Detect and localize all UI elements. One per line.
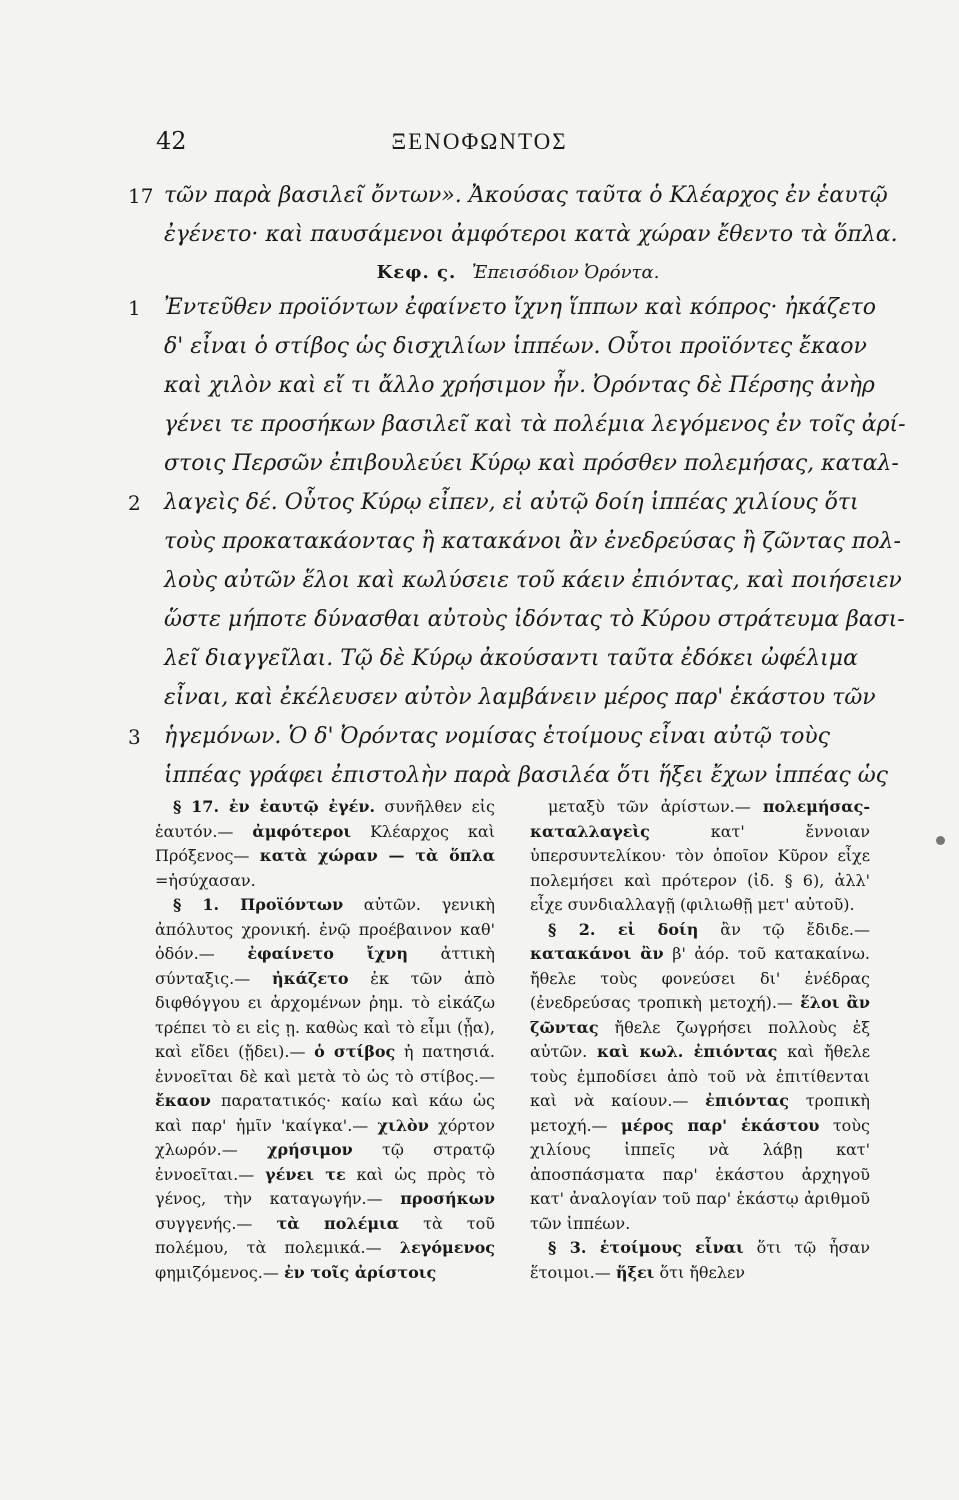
text-line [128,180,908,219]
note-paragraph [155,795,495,893]
text-line [128,370,908,409]
section-number: 3 [128,725,141,749]
note-lemma: ἐπιόντας [705,1091,789,1110]
text-line [128,682,908,721]
note-paragraph [530,1236,870,1285]
line-text: λαγεὶς δέ. Οὗτος Κύρῳ εἶπεν, εἰ αὐτῷ δοίη ἱππέας χιλίους ὅτι [164,490,859,515]
line-text: λοὺς αὐτῶν ἕλοι καὶ κωλύσειε τοῦ κάειν ἐπιόντας, καὶ ποιήσειεν [164,568,902,593]
note-text: τοὺς χιλίους ἱππεῖς νὰ λάβῃ κατ' ἀποσπάσματα παρ' ἑκάστου ἀρχηγοῦ κατ' ἀναλογίαν τοῦ παρ' ἑκάστῳ ἀριθμοῦ τῶν ἱππέων. [530,1115,871,1233]
note-text: =ἡσύχασαν. [155,870,256,890]
note-lemma: μέρος παρ' ἑκάστου [621,1115,820,1135]
note-lemma: § 3. ἑτοίμους εἶναι [548,1238,744,1257]
note-paragraph [530,918,870,1237]
note-lemma: ἕλοι [800,993,840,1012]
line-text: τῶν παρὰ βασιλεῖ ὄντων». Ἀκούσας ταῦτα ὁ Κλέαρχος ἐν ἑαυτῷ [164,183,888,208]
note-lemma: ὁ στίβος [314,1042,396,1061]
note-text: τὰ τοῦ πολέμου, τὰ πολεμικά.— [155,1213,495,1257]
note-lemma: κατακάνοι ἂν [530,944,664,963]
note-lemma: γένει τε [265,1164,346,1184]
note-text: τῷ στρατῷ ἐννοεῖται.— [155,1140,495,1184]
note-paragraph [530,795,870,918]
note-text: ἡ πατησιά. ἐννοεῖται δὲ καὶ μετὰ τὸ ὡς τὸ στίβος.— [155,1042,495,1086]
page-number: 42 [156,127,187,155]
line-text: ἐγένετο· καὶ παυσάμενοι ἀμφότεροι κατὰ χώραν ἔθεντο τὰ ὅπλα. [164,222,898,247]
note-lemma: κατὰ χώραν — τὰ ὅπλα [259,846,496,865]
section-number: 17 [128,184,154,208]
note-text: κατ' ἔννοιαν ὑπερσυντελίκου· τὸν ὁποῖον Κῦρον εἶχε πολεμήσει καὶ πρότερον (ἰδ. § 6), ἀλλ' εἶχε συνδιαλλαγῇ (φιλιωθῇ μετ' αὐτοῦ). [530,821,870,914]
binding-hole-mark [936,836,945,845]
line-text: λεῖ διαγγεῖλαι. Τῷ δὲ Κύρῳ ἀκούσαντι ταῦτα ἐδόκει ὠφέλιμα [164,646,858,671]
text-line [128,331,908,370]
line-text: στοις Περσῶν ἐπιβουλεύει Κύρῳ καὶ πρόσθεν πολεμήσας, καταλ- [164,451,899,476]
section-number: 2 [128,491,141,515]
line-text: ἱππέας γράφει ἐπιστολὴν παρὰ βασιλέα ὅτι ἥξει ἔχων ἱππέας ὡς [164,763,889,788]
chapter-title: Ἐπεισόδιον Ὀρόντα. [472,262,660,283]
page-header [0,127,959,157]
note-lemma: ἔκαον [155,1091,211,1110]
line-text: Ἐντεῦθεν προϊόντων ἐφαίνετο ἴχνη ἵππων καὶ κόπρος· ἠκάζετο [164,295,877,320]
note-lemma: καὶ κωλ. ἐπιόντας [597,1042,778,1061]
note-text: συγγενής.— [155,1213,277,1233]
text-line [128,292,908,331]
text-line [128,760,908,799]
text-line [128,604,908,643]
note-text: χόρτον χλωρόν.— [155,1115,496,1159]
note-lemma: § 17. ἐν ἑαυτῷ ἐγέν. [173,797,376,816]
chapter-label: Κεφ. ς. [376,262,457,283]
note-paragraph [155,893,495,1285]
note-text: ἤθελε ζωγρήσει πολλοὺς ἐξ αὐτῶν. [530,1017,870,1061]
line-text: τοὺς προκατακάοντας ἢ κατακάνοι ἂν ἐνεδρεύσας ἢ ζῶντας πολ- [164,529,901,554]
note-text: Κλέαρχος καὶ Πρόξενος— [155,821,496,865]
text-line [128,643,908,682]
note-text: τροπικὴ μετοχή.— [530,1091,870,1135]
note-lemma: ἐν τοῖς ἀρίστοις [283,1262,437,1282]
note-text: β' ἀόρ. τοῦ κατακαίνω. ἤθελε τοὺς φονεύσει δι' ἐνέδρας (ἐνεδρεύσας τροπικὴ μετοχή).— [530,944,871,1012]
text-line [128,219,908,258]
note-text: συνῆλθεν εἰς ἑαυτόν.— [155,797,495,841]
note-lemma: ἠκάζετο [271,968,349,988]
note-text: αὐτῶν. γενικὴ ἀπόλυτος χρονική. ἐνῷ προέβαινον καθ' ὁδόν.— [155,895,495,963]
note-lemma: § 2. εἰ δοίη [548,919,699,939]
note-text: παρατατικός· καίω καὶ κάω ὡς καὶ παρ' ἡμῖν 'καίγκα'.— [155,1091,495,1135]
note-lemma: χιλὸν [377,1115,429,1135]
notes-column-left [155,795,495,1285]
notes-column-right [530,795,870,1285]
chapter-heading [128,258,908,292]
line-text: εἶναι, καὶ ἐκέλευσεν αὐτὸν λαμβάνειν μέρος παρ' ἑκάστου τῶν [164,685,876,710]
note-lemma: τὰ πολέμια [276,1213,400,1233]
note-text: μεταξὺ τῶν ἀρίστων.— [548,797,763,816]
note-lemma: χρήσιμον [266,1140,353,1159]
text-line [128,487,908,526]
note-text: ὅτι τῷ ἦσαν ἕτοιμοι.— [530,1238,870,1282]
note-text [839,993,846,1012]
text-line [128,448,908,487]
note-text: ἐκ τῶν ἀπὸ διφθόγγου ει ἀρχομένων ῥημ. τὸ εἰκάζω τρέπει τὸ ει εἰς ῃ. καθὼς καὶ τὸ εἶμι (ᾖα), καὶ εἴδει (ᾔδει).— [155,968,495,1061]
text-line [128,721,908,760]
line-text: δ' εἶναι ὁ στίβος ὡς δισχιλίων ἱππέων. Οὗτοι προϊόντες ἔκαον [164,334,867,359]
line-text: ὥστε μήποτε δύνασθαι αὐτοὺς ἰδόντας τὸ Κύρου στράτευμα βασι- [164,607,905,632]
note-text: καὶ ὡς πρὸς τὸ γένος, τὴν καταγωγήν.— [155,1164,495,1208]
note-text: ὅτι ἤθελεν [654,1262,745,1282]
note-text: ἀττικὴ σύνταξις.— [155,944,496,988]
line-text: ἡγεμόνων. Ὁ δ' Ὀρόντας νομίσας ἑτοίμους εἶναι αὐτῷ τοὺς [164,724,831,749]
running-title: ΞΕΝΟΦΩΝΤΟΣ [391,129,568,154]
note-lemma: ἀμφότεροι [252,821,352,841]
line-text: γένει τε προσήκων βασιλεῖ καὶ τὰ πολέμια λεγόμενος ἐν τοῖς ἀρί- [164,412,906,437]
text-line [128,526,908,565]
note-lemma: ζῶντας [530,1017,599,1037]
text-line [128,565,908,604]
note-lemma: § 1. Προϊόντων [173,895,344,914]
note-lemma: πολεμήσας-καταλλαγεὶς [530,797,870,841]
note-lemma: προσήκων [400,1189,495,1208]
note-text: φημιζόμενος.— [155,1262,284,1282]
note-lemma: ἐφαίνετο ἴχνη [247,944,409,963]
line-text: καὶ χιλὸν καὶ εἴ τι ἄλλο χρήσιμον ἦν. Ὀρόντας δὲ Πέρσης ἀνὴρ [164,373,875,398]
main-text [128,180,908,799]
note-text: καὶ ἤθελε τοὺς ἐμποδίσει ἀπὸ τοῦ νὰ ἐπιτίθενται καὶ νὰ καίουν.— [530,1042,871,1110]
note-lemma: ἥξει [615,1262,655,1282]
section-number: 1 [128,296,141,320]
text-line [128,409,908,448]
note-lemma: ἂν [846,993,871,1012]
note-text: ἂν τῷ ἔδιδε.— [698,919,871,939]
note-lemma: λεγόμενος [399,1238,495,1257]
